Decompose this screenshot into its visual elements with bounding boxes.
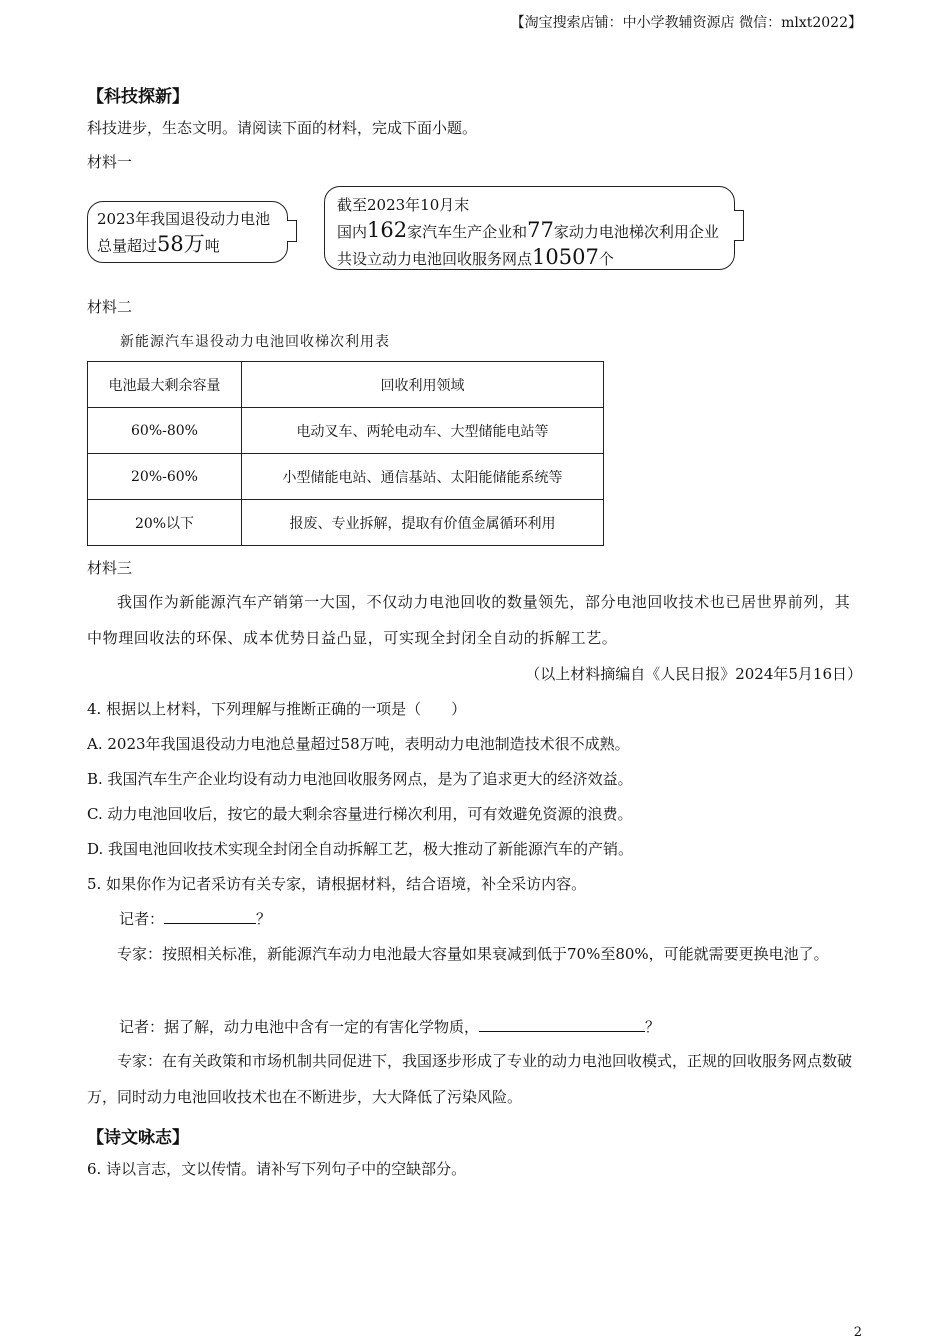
q5-reporter-1: 记者： ？	[119, 910, 272, 928]
q5-expert-2: 专家：在有关政策和市场机制共同促进下，我国逐步形成了专业的动力电池回收模式，正规的回收服务网点数破万，同时动力电池回收技术也在不断进步，大大降低了污染风险。	[87, 1052, 853, 1106]
q5-stem: 5. 如果你作为记者采访有关专家，请根据材料，结合语境，补全采访内容。	[87, 875, 587, 893]
table-header-row	[88, 362, 604, 408]
material3-label: 材料三	[87, 559, 133, 577]
table-row	[88, 500, 604, 546]
table-header-cell: 电池最大剩余容量	[88, 362, 242, 408]
table-cell: 报废、专业拆解，提取有价值金属循环利用	[242, 500, 604, 546]
q4-option-b: B. 我国汽车生产企业均设有动力电池回收服务网点，是为了追求更大的经济效益。	[87, 770, 633, 788]
table-row	[88, 408, 604, 454]
material1-label: 材料一	[87, 153, 133, 171]
answer-blank-1[interactable]	[164, 908, 256, 924]
material3-text: 我国作为新能源汽车产销第一大国，不仅动力电池回收的数量领先，部分电池回收技术也已居世界前列，其中物理回收法的环保、成本优势日益凸显，可实现全封闭全自动的拆解工艺。	[87, 593, 851, 647]
answer-blank-2[interactable]	[479, 1016, 645, 1032]
table-cell: 60%-80%	[88, 408, 242, 454]
battery-box-1-line1: 2023年我国退役动力电池	[97, 210, 271, 228]
section-title-tech: 【科技探新】	[87, 87, 189, 107]
q4-option-d: D. 我国电池回收技术实现全封闭全自动拆解工艺，极大推动了新能源汽车的产销。	[87, 840, 634, 858]
page-number: 2	[853, 1325, 862, 1340]
material2-label: 材料二	[87, 298, 133, 316]
table-cell: 20%以下	[88, 500, 242, 546]
battery-box-1-line2: 总量超过58万吨	[97, 232, 220, 256]
battery-box-2-terminal	[734, 210, 744, 241]
table-cell: 小型储能电站、通信基站、太阳能储能系统等	[242, 454, 604, 500]
material-source: （以上材料摘编自《人民日报》2024年5月16日）	[525, 665, 862, 683]
q6-stem: 6. 诗以言志，文以传情。请补写下列句子中的空缺部分。	[87, 1160, 467, 1178]
battery-box-1	[87, 201, 288, 263]
table-cell: 20%-60%	[88, 454, 242, 500]
q5-reporter-2: 记者：据了解，动力电池中含有一定的有害化学物质， ？	[119, 1018, 661, 1036]
recycling-table	[87, 361, 604, 546]
battery-box-1-terminal	[287, 220, 297, 242]
intro-text: 科技进步，生态文明。请阅读下面的材料，完成下面小题。	[87, 119, 478, 137]
table-title: 新能源汽车退役动力电池回收梯次利用表	[120, 334, 390, 350]
battery-box-2-line3: 共设立动力电池回收服务网点10507个	[337, 245, 614, 269]
q4-option-c: C. 动力电池回收后，按它的最大剩余容量进行梯次利用，可有效避免资源的浪费。	[87, 805, 633, 823]
table-row	[88, 454, 604, 500]
table-header-cell: 回收利用领域	[242, 362, 604, 408]
battery-box-2-line1: 截至2023年10月末	[337, 196, 470, 214]
q4-option-a: A. 2023年我国退役动力电池总量超过58万吨，表明动力电池制造技术很不成熟。	[87, 735, 630, 753]
battery-box-2	[324, 186, 735, 270]
table-cell: 电动叉车、两轮电动车、大型储能电站等	[242, 408, 604, 454]
battery-box-2-line2: 国内162家汽车生产企业和77家动力电池梯次利用企业	[337, 218, 719, 242]
page-header: 【淘宝搜索店铺：中小学教辅资源店 微信：mlxt2022】	[510, 15, 862, 31]
q5-expert-1: 专家：按照相关标准，新能源汽车动力电池最大容量如果衰减到低于70%至80%，可能就需要更换电池了。	[117, 945, 829, 963]
q4-stem: 4. 根据以上材料，下列理解与推断正确的一项是（ ）	[87, 700, 467, 718]
section-title-poetry: 【诗文咏志】	[87, 1128, 189, 1148]
